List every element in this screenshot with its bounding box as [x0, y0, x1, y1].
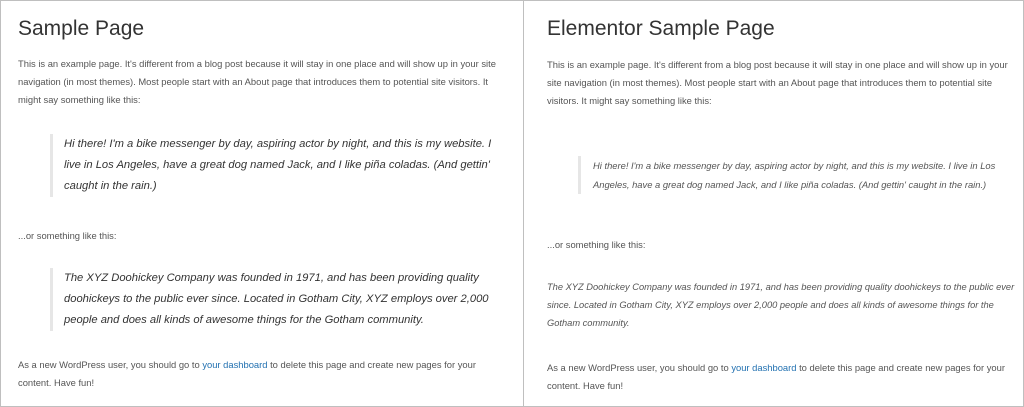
page-title: Sample Page: [18, 17, 145, 40]
italic-paragraph-xyz-company: The XYZ Doohickey Company was founded in 1971, and has been providing quality doohickeys to the public ever since. Located in Gotham City, XYZ employs over 2,000 people and does all kinds of awesome things for the Gotham community.: [547, 282, 1015, 328]
page-title: Elementor Sample Page: [547, 17, 775, 40]
outro-paragraph: [18, 356, 508, 392]
dashboard-link[interactable]: your dashboard: [202, 359, 268, 370]
intro-paragraph: This is an example page. It's different from a blog post because it will stay in one place and will show up in your site navigation (in most themes). Most people start with an About page that introduces them to potential site visitors. It might say something like this:: [18, 58, 496, 105]
elementor-sample-page-panel: [524, 1, 1023, 406]
outro-text-before: As a new WordPress user, you should go to: [18, 359, 203, 370]
blockquote-bike-messenger: Hi there! I'm a bike messenger by day, aspiring actor by night, and this is my website. I live in Los Angeles, have a great dog named Jack, and I like piña coladas. (And gettin' caught in the rain.): [578, 156, 1013, 194]
blockquote-bike-messenger: Hi there! I'm a bike messenger by day, aspiring actor by night, and this is my website. I live in Los Angeles, have a great dog named Jack, and I like piña coladas. (And gettin' caught in the rain.): [50, 134, 504, 197]
intro-paragraph: This is an example page. It's different from a blog post because it will stay in one place and will show up in your site navigation (in most themes). Most people start with an About page that introduces them to potential site visitors. It might say something like this:: [547, 59, 1008, 106]
outro-paragraph: [547, 359, 1022, 395]
dashboard-link[interactable]: your dashboard: [731, 362, 797, 373]
sample-page-panel: [1, 1, 523, 406]
outro-text-before: As a new WordPress user, you should go to: [547, 362, 732, 373]
outro-text-after: to delete this page and create new pages for your content. Have fun!: [18, 359, 476, 388]
blockquote-xyz-company: The XYZ Doohickey Company was founded in 1971, and has been providing quality doohickeys to the public ever since. Located in Gotham City, XYZ employs over 2,000 people and does all kinds of awesome things for the Gotham community.: [50, 268, 504, 331]
outro-text-after: to delete this page and create new pages for your content. Have fun!: [547, 362, 1005, 391]
middle-paragraph: ...or something like this:: [547, 239, 646, 250]
middle-paragraph: ...or something like this:: [18, 230, 117, 241]
